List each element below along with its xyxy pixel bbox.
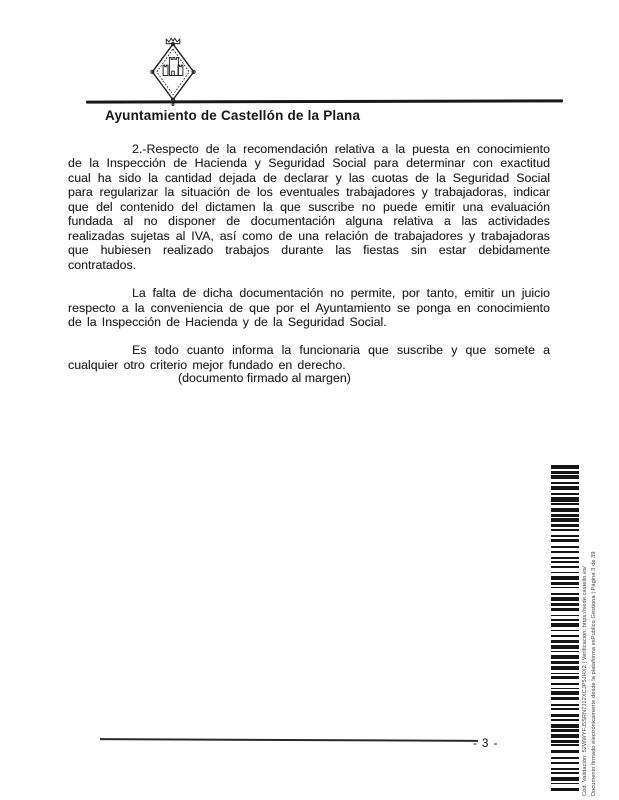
paragraph: La falta de dicha documentación no permite, por tanto, emitir un juicio respecto a la conveniencia de que por el Ayuntamiento se ponga en conocimiento de la Inspección de Hacienda y de la Seguridad Social. <box>68 286 550 329</box>
footer-divider <box>100 738 478 741</box>
validation-code-text: Cód. Validación: 52WWYFJ5SRN7J12XCJP5JHX2 | Verificación: https://sede.castello.es/ <box>582 566 588 796</box>
page-number: - 3 - <box>473 738 499 750</box>
signature-note: (documento firmado al margen) <box>178 371 351 385</box>
paragraph: Es todo cuanto informa la funcionaria que suscribe y que somete a cualquier otro criterio mejor fundado en derecho. <box>68 343 550 372</box>
header-divider <box>86 99 563 103</box>
city-crest-icon <box>146 36 200 106</box>
esignature-platform-text: Documento firmado electrónicamente desde la plataforma esPublico Gestiona | Página 3 de 39 <box>590 551 597 796</box>
signature-strip <box>581 480 599 796</box>
barcode <box>551 465 579 791</box>
letter-body <box>68 142 550 386</box>
paragraph: 2.-Respecto de la recomendación relativa a la puesta en conocimiento de la Inspección de Hacienda y Seguridad Social para determinar con exactitud cual ha sido la cantidad dejada de declarar y las cuotas de la Seguridad Social para regularizar la situación de los eventuales trabajadores y trabajadoras, indicar que del contenido del dictamen la que suscribe no puede emitir una evaluación fundada al no disponer de documentación alguna relativa a las actividades realizadas sujetas al IVA, así como de una relación de trabajadores y trabajadoras que hubiesen realizado trabajos durante las fiestas sin estar debidamente contratados. <box>68 142 550 272</box>
page-title: Ayuntamiento de Castellón de la Plana <box>105 108 361 123</box>
